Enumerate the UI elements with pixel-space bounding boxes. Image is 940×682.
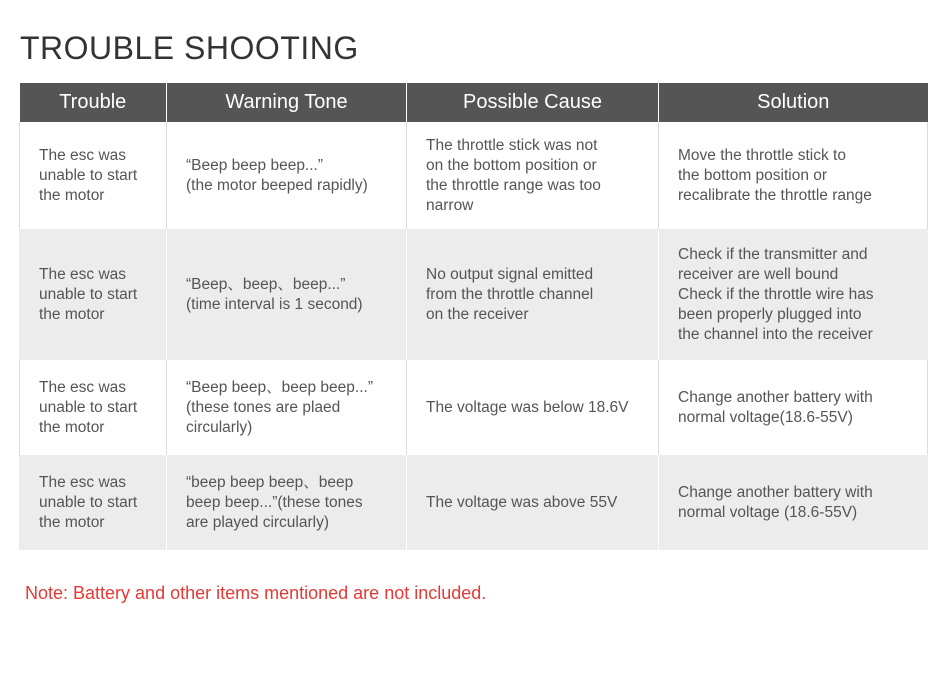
trouble-cell: The esc was unable to start the motor [20, 360, 167, 455]
header-solution: Solution [659, 83, 928, 122]
trouble-cell: The esc was unable to start the motor [20, 455, 167, 550]
header-trouble: Trouble [20, 83, 167, 122]
header-possible-cause: Possible Cause [407, 83, 659, 122]
table-row [20, 122, 928, 229]
trouble-cell: The esc was unable to start the motor [20, 229, 167, 360]
table-row [20, 360, 928, 455]
solution-cell: Change another battery with normal voltage(18.6-55V) [659, 360, 928, 455]
warning-tone-cell: “Beep beep beep...” (the motor beeped rapidly) [167, 122, 407, 229]
solution-cell: Check if the transmitter and receiver are well bound Check if the throttle wire has been properly plugged into the channel into the receiver [659, 229, 928, 360]
warning-tone-cell: “beep beep beep、beep beep beep...”(these tones are played circularly) [167, 455, 407, 550]
warning-tone-cell: “Beep beep、beep beep...” (these tones are plaed circularly) [167, 360, 407, 455]
possible-cause-cell: The voltage was above 55V [407, 455, 659, 550]
possible-cause-cell: No output signal emitted from the throttle channel on the receiver [407, 229, 659, 360]
note-text: Note: Battery and other items mentioned are not included. [25, 583, 487, 603]
solution-cell: Move the throttle stick to the bottom position or recalibrate the throttle range [659, 122, 928, 229]
table-row [20, 455, 928, 550]
trouble-shooting-table [19, 83, 928, 550]
warning-tone-cell: “Beep、beep、beep...” (time interval is 1 second) [167, 229, 407, 360]
table-header-row [20, 83, 928, 122]
possible-cause-cell: The throttle stick was not on the bottom position or the throttle range was too narrow [407, 122, 659, 229]
possible-cause-cell: The voltage was below 18.6V [407, 360, 659, 455]
table-row [20, 229, 928, 360]
trouble-cell: The esc was unable to start the motor [20, 122, 167, 229]
page-title: TROUBLE SHOOTING [20, 30, 359, 66]
solution-cell: Change another battery with normal voltage (18.6-55V) [659, 455, 928, 550]
header-warning-tone: Warning Tone [167, 83, 407, 122]
